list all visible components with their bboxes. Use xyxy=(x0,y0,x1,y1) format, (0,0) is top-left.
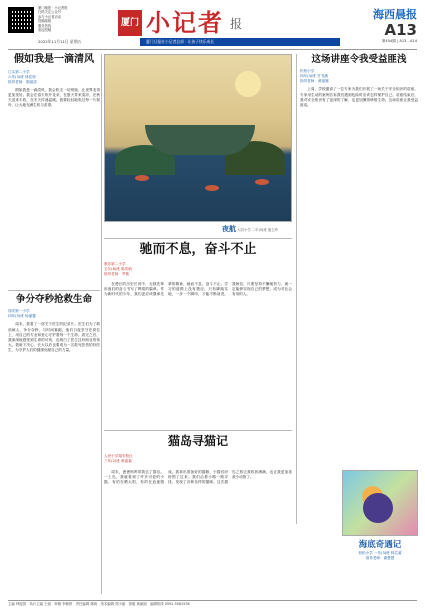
article-byline xyxy=(104,262,148,277)
article-title: 海底奇遇记 xyxy=(358,540,402,550)
painting-night-voyage xyxy=(104,54,292,222)
article-title: 争分夺秒抢救生命 xyxy=(15,294,92,305)
article-title: 假如我是一滴清风 xyxy=(14,54,94,65)
header-note: 扫码关注公众号 xyxy=(38,10,62,15)
body-text: 周末，我看了一部关于医生的纪录片。医生们为了救治病人，争分夺秒，与时间赛跑。他们日夜坚守在岗位上，用自己的专业和爱心守护着每一个生命。看完之后，我深深地感受到生命的可贵，也明白了医生这份职业的伟大。我暗下决心，长大以后也要成为一名救死扶伤的好医生，为守护人们的健康贡献自己的力量。 xyxy=(8,322,100,353)
byline-line: 指导老师：黄丽娜 xyxy=(300,79,329,84)
byline-line: 指导老师：罗敏 xyxy=(104,272,130,277)
byline-line: 指导老师：谢慧慧 xyxy=(365,556,395,561)
byline-line: 翔安第一小学 xyxy=(8,309,30,314)
fish-shape xyxy=(135,175,149,181)
header-notes xyxy=(38,6,116,33)
byline-line: 四年(4)班 甘书涵 xyxy=(300,74,328,79)
byline-line: 五年(6)班 陈奕帆 xyxy=(104,267,132,272)
article-body xyxy=(8,88,100,258)
logo-city: 厦门 xyxy=(118,10,142,36)
body-text: 假如我是一滴清风，我会吹走一切烦恼，让世界变得更加美好。我会在春天吹开花朵，在夏天带来清凉，在秋天送来丰收，在冬天传递温暖。我要轻轻地吹过每一片树叶，让大地充满生机与希望。 xyxy=(8,87,100,108)
article-cat-island xyxy=(104,454,292,594)
byline-line: 六年(3)班 林佳妙 xyxy=(8,74,36,79)
article-body xyxy=(300,87,418,457)
byline-line: 四年(5)班 杨丽馨 xyxy=(8,314,36,319)
painting-credit: 大同小学 二年(5)班 施卫玲 xyxy=(237,228,279,232)
article-save-lives xyxy=(8,294,100,594)
article-body xyxy=(8,322,100,572)
header-divider xyxy=(8,49,417,50)
logo-suffix: 报 xyxy=(230,17,243,31)
byline-line: 松柏小学 xyxy=(300,69,315,74)
body-text: 上周，学校邀请了一位专家为我们开展了一场关于安全知识的讲座。专家用生动的案例告诉我们遇到危险时应该怎样保护自己。讲座结束后，我对安全知识有了更深的了解，也更加懂得珍惜生命。这场讲座让我受益匪浅。 xyxy=(300,87,418,108)
body-text: 周末，爸爸妈妈带我去了猫岛。一上岛，我就看到了许多可爱的小猫，有的在晒太阳，有的在追逐嬉戏。我拿出准备好的猫粮，小猫们纷纷围了过来。我们沿着小路一路寻找，发现了各种各样的猫咪。这次猫岛之旅让我收获满满，也让我更加喜欢小动物了。 xyxy=(104,470,292,485)
issue-number: 第454期 | A13 - A14 xyxy=(381,39,417,43)
article-byline xyxy=(104,454,154,464)
header-note: 欢迎投稿 xyxy=(38,28,52,33)
qr-code xyxy=(8,7,34,33)
publication-name: 海西晨报 xyxy=(373,8,417,21)
painting-title: 夜航 xyxy=(222,225,236,233)
header-note: 投稿邮箱 xyxy=(38,19,52,24)
cat-shape xyxy=(363,493,393,523)
section-divider xyxy=(104,430,292,431)
article-dream-breeze xyxy=(8,54,100,286)
banner-bar: 厦门日报社小记者总部 · 让孩子快乐成长 xyxy=(140,38,340,46)
article-body xyxy=(104,470,292,594)
fish-shape xyxy=(205,185,219,191)
drawing-undersea xyxy=(342,470,418,536)
header-note: 服务热线 xyxy=(38,23,52,28)
byline-line: 松柏小学 一年(3)班 林芯睿 xyxy=(358,551,402,556)
header-note: 厦门晚报 · 小记者报 xyxy=(38,6,68,10)
painting-caption xyxy=(222,224,292,234)
section-divider xyxy=(104,238,292,239)
fish-shape xyxy=(255,179,269,185)
column-divider xyxy=(296,54,297,524)
boat-shape xyxy=(145,125,255,155)
byline-line: 康乐第二小学 xyxy=(104,262,126,266)
page-number: A13 xyxy=(384,21,417,39)
header-note: 参与小记者活动 xyxy=(38,14,62,19)
column-divider xyxy=(101,54,102,594)
body-text: 在漫长的历史长河中，无数先辈用他们的奋斗书写了辉煌的篇章。作为新时代的少年，我们更应该继承先辈的精神，驰而不息，奋斗不止。学习的道路上没有捷径，只有脚踏实地，一步一个脚印，才能不断前进。我相信，只要坚持不懈地努力，就一定能够实现自己的梦想，成为对社会有用的人。 xyxy=(104,282,292,297)
article-body xyxy=(104,282,292,432)
article-keep-striving xyxy=(104,262,292,432)
byline-line: 三年(2)班 黄嘉嘉 xyxy=(104,459,132,464)
article-byline xyxy=(8,70,100,85)
logo-title: 小记者 xyxy=(146,8,224,37)
masthead-logo xyxy=(118,6,298,36)
article-title: 猫岛寻猫记 xyxy=(167,434,228,448)
article-byline xyxy=(300,69,418,84)
moon-icon xyxy=(235,71,261,97)
byline-line: 人民小学翔安校区 xyxy=(104,454,133,458)
byline-line: 指导老师：陈丽清 xyxy=(8,79,37,84)
issue-date: 2022年11月11日 星期五 xyxy=(38,39,82,44)
article-byline xyxy=(342,551,418,561)
byline-line: 江头第二小学 xyxy=(8,69,30,74)
article-title: 这场讲座令我受益匪浅 xyxy=(311,54,407,65)
section-divider xyxy=(8,290,100,291)
page-footer: 主编 钟振国 执行主编 王丽 审稿 李敏婷 责任编辑 林晓 美术编辑 郑小丽 排版 黄丽丽 编辑热线 0592-5581536 xyxy=(8,600,417,607)
article-byline xyxy=(8,309,100,319)
article-undersea xyxy=(342,540,418,594)
article-lecture xyxy=(300,54,418,464)
article-title: 驰而不息，奋斗不止 xyxy=(139,242,257,257)
